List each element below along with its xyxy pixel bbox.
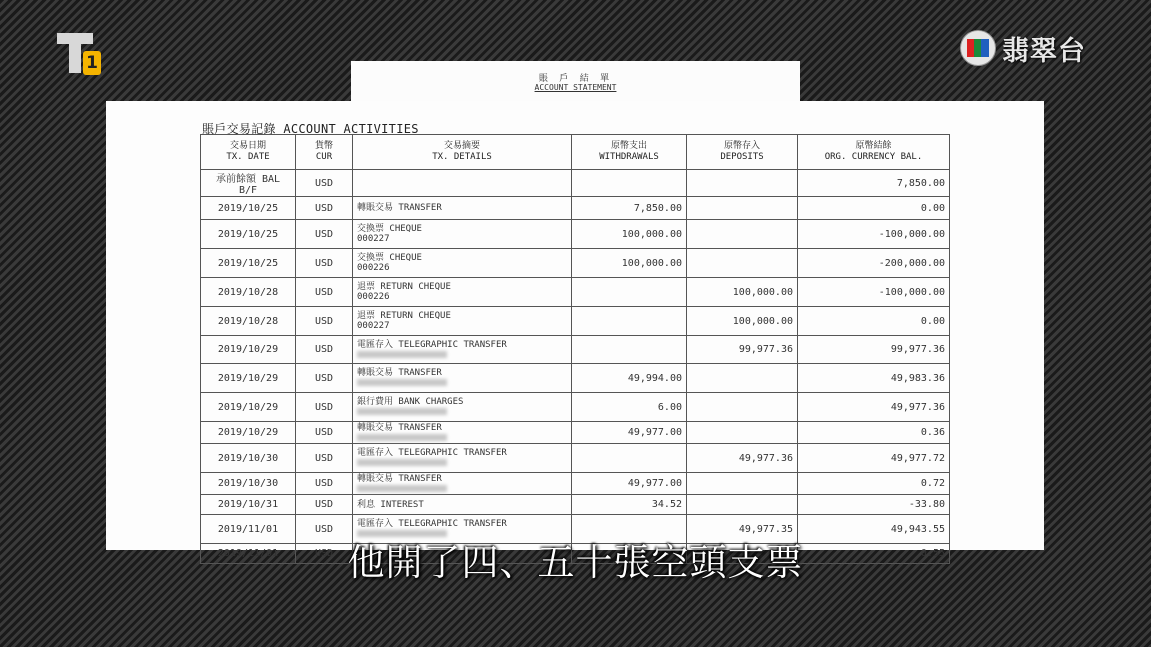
tx-date-cell: 2019/10/29 [201,393,296,422]
table-row [201,220,950,249]
column-header-en: ORG. CURRENCY BAL. [824,152,923,162]
withdrawal-cell: 100,000.00 [572,249,687,278]
currency-cell: USD [296,393,353,422]
column-header [798,135,950,170]
column-header-en: WITHDRAWALS [599,152,659,162]
currency-cell: USD [296,249,353,278]
deposit-cell [687,393,798,422]
tx-date-cell: 2019/11/01 [201,515,296,544]
balance-cell: 49,943.55 [798,515,950,544]
tx-details-cell [353,278,572,307]
table-row [201,444,950,473]
tx-details-line: 電匯存入 TELEGRAPHIC TRANSFER [357,448,507,458]
redacted-text [357,434,447,441]
deposit-cell: 49,977.35 [687,515,798,544]
tx-details-line: 轉賬交易 TRANSFER [357,203,442,213]
column-header-zh: 貨幣 [314,141,333,151]
balance-cell: -33.80 [798,495,950,515]
column-header-en: TX. DATE [226,152,270,162]
tx-date-cell: 2019/10/31 [201,495,296,515]
tx-details-cell [353,393,572,422]
tx-details-cell [353,422,572,444]
currency-cell: USD [296,544,353,564]
tx-details-cell [353,364,572,393]
withdrawal-cell: 7,850.00 [572,197,687,220]
redacted-text [357,351,447,358]
column-header-zh: 原幣結餘 [855,141,892,151]
balance-cell: 99,977.36 [798,336,950,364]
table-body [201,170,950,564]
tx-details-cell [353,220,572,249]
tx-date-cell: 2019/10/30 [201,473,296,495]
table-row [201,307,950,336]
balance-cell: 49,977.36 [798,393,950,422]
currency-cell: USD [296,278,353,307]
tx-details-line: 利息 INTEREST [357,499,424,510]
withdrawal-cell [572,170,687,197]
section-heading: 賬戶交易記錄 ACCOUNT ACTIVITIES [202,122,419,136]
column-header [572,135,687,170]
redacted-text [357,408,447,415]
tx-details-cell [353,249,572,278]
tx-date-cell: 2019/11/01 [201,544,296,564]
tx-details-cell [353,473,572,495]
balance-cell: 7,850.00 [798,170,950,197]
cheque-number: 000226 [357,263,390,273]
currency-cell: USD [296,495,353,515]
table-row [201,473,950,495]
column-header-en: DEPOSITS [720,152,764,162]
tx-date-cell: 2019/10/30 [201,444,296,473]
table-row [201,278,950,307]
deposit-cell: 100,000.00 [687,307,798,336]
column-header-zh: 原幣存入 [723,141,760,151]
logo-t-stem [69,33,81,73]
column-header-zh: 交易摘要 [443,141,480,151]
tx-details-line: 轉賬交易 TRANSFER [357,422,442,433]
tx-details-line: 交換票 CHEQUE [357,253,422,263]
currency-cell: USD [296,422,353,444]
tx-details-cell [353,197,572,220]
balance-cell: 49,977.72 [798,444,950,473]
withdrawal-cell: 100,000.00 [572,220,687,249]
column-header-zh: 交易日期 [229,141,266,151]
logo-one-badge: 1 [83,51,101,75]
tx-details-cell [353,307,572,336]
tx-details-line: 銀行費用 BANK CHARGES [357,397,464,407]
withdrawal-cell: 49,977.00 [572,422,687,444]
table-header-row [201,135,950,170]
balance-cell: -100,000.00 [798,220,950,249]
table-row [201,249,950,278]
withdrawal-cell [572,307,687,336]
balance-cell: 49,983.36 [798,364,950,393]
balance-cell: 0.55 [798,544,950,564]
tx-details-cell [353,336,572,364]
statement-title-zh: 賬 戶 結 單 [538,74,613,84]
table-row [201,495,950,515]
currency-cell: USD [296,220,353,249]
currency-cell: USD [296,170,353,197]
tx-details-line: 電匯存入 TELEGRAPHIC TRANSFER [357,339,507,350]
balance-cell: -200,000.00 [798,249,950,278]
tx-details-line: 轉賬交易 TRANSFER [357,473,442,484]
tx-date-cell: 2019/10/29 [201,364,296,393]
withdrawal-cell [572,444,687,473]
column-header-zh: 原幣支出 [610,141,647,151]
table-row [201,197,950,220]
balance-cell: 0.72 [798,473,950,495]
tx-details-line: 退票 RETURN CHEQUE [357,311,451,321]
withdrawal-cell [572,278,687,307]
table-row [201,393,950,422]
tx-details-cell [353,444,572,473]
deposit-cell: 49,977.36 [687,444,798,473]
balance-cell: 0.00 [798,307,950,336]
currency-cell: USD [296,473,353,495]
balance-cell: 0.00 [798,197,950,220]
news-subtitle: 他開了四、五十張空頭支票 [347,541,804,584]
cheque-number: 000226 [357,292,390,302]
column-header [201,135,296,170]
column-header [353,135,572,170]
deposit-cell [687,249,798,278]
currency-cell: USD [296,515,353,544]
activities-table [200,134,950,564]
deposit-cell [687,422,798,444]
currency-cell: USD [296,307,353,336]
tx-details-line: 退票 RETURN CHEQUE [357,282,451,292]
deposit-cell [687,197,798,220]
currency-cell: USD [296,364,353,393]
table-row [201,336,950,364]
redacted-text [357,485,447,492]
deposit-cell [687,364,798,393]
deposit-cell: 100,000.00 [687,278,798,307]
deposit-cell: 99,977.36 [687,336,798,364]
currency-cell: USD [296,197,353,220]
tx-details-line: 電匯存入 TELEGRAPHIC TRANSFER [357,519,507,529]
tx-date-cell: 2019/10/28 [201,278,296,307]
withdrawal-cell: 34.52 [572,495,687,515]
tx-details-cell [353,170,572,197]
tx-details-line: 轉賬交易 TRANSFER [357,368,442,378]
cheque-number: 000227 [357,234,390,244]
column-header [296,135,353,170]
tx-date-cell: 2019/10/28 [201,307,296,336]
tx-date-cell: 承前餘額 BAL B/F [201,170,296,197]
deposit-cell [687,220,798,249]
tx-details-line: 交換票 CHEQUE [357,224,422,234]
tx-date-cell: 2019/10/29 [201,422,296,444]
statement-title-en: ACCOUNT STATEMENT [534,83,617,92]
tx-details-cell [353,495,572,515]
withdrawal-cell: 6.00 [572,393,687,422]
statement-paper [106,101,1044,559]
withdrawal-cell: 49,994.00 [572,364,687,393]
tx-date-cell: 2019/10/25 [201,197,296,220]
column-header-en: TX. DETAILS [432,152,492,162]
redacted-text [357,379,447,386]
station-name: 翡翠台 [1002,35,1086,67]
table-row [201,170,950,197]
tvb-t1-logo [57,33,103,79]
cheque-number: 000227 [357,321,390,331]
table-row [201,364,950,393]
withdrawal-cell: 49,977.00 [572,473,687,495]
tx-date-cell: 2019/10/29 [201,336,296,364]
deposit-cell [687,170,798,197]
tx-date-cell: 2019/10/25 [201,220,296,249]
jade-channel-logo [960,30,1086,66]
tx-date-cell: 2019/10/25 [201,249,296,278]
column-header-en: CUR [315,152,333,162]
balance-cell: -100,000.00 [798,278,950,307]
balance-cell: 0.36 [798,422,950,444]
tvb-globe-icon [960,30,996,66]
withdrawal-cell [572,336,687,364]
currency-cell: USD [296,444,353,473]
deposit-cell [687,473,798,495]
redacted-text [357,459,447,466]
deposit-cell [687,495,798,515]
currency-cell: USD [296,336,353,364]
table-row [201,422,950,444]
column-header [687,135,798,170]
